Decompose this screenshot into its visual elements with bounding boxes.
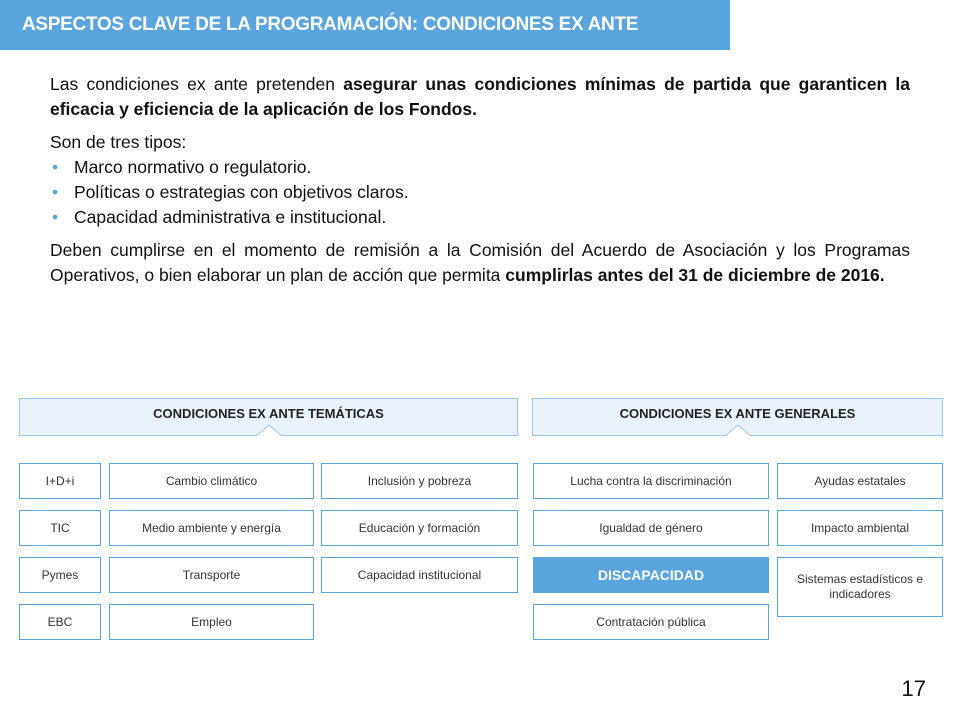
list-item — [50, 205, 910, 230]
cell-igualdad: Igualdad de género — [533, 510, 769, 546]
body-text — [50, 72, 910, 296]
type-text: Marco normativo o regulatorio. — [74, 157, 312, 177]
cell-ayudas: Ayudas estatales — [777, 463, 943, 499]
cell-transporte: Transporte — [109, 557, 314, 593]
cell-impacto: Impacto ambiental — [777, 510, 943, 546]
page-title: ASPECTOS CLAVE DE LA PROGRAMACIÓN: CONDICIONES EX ANTE — [22, 14, 639, 35]
cell-discapacidad: DISCAPACIDAD — [533, 557, 769, 593]
bullet-icon: • — [52, 207, 59, 227]
cell-idi: I+D+i — [19, 463, 101, 499]
intro-bold: asegurar unas condiciones mínimas de partida que garanticen la eficacia y eficiencia de la aplicación de los Fondos. — [50, 74, 911, 119]
intro-normal: Las condiciones ex ante pretenden — [50, 74, 344, 94]
bullet-icon: • — [52, 182, 59, 202]
cell-ebc: EBC — [19, 604, 101, 640]
types-intro: Son de tres tipos: — [50, 132, 187, 152]
cell-contratacion: Contratación pública — [533, 604, 769, 640]
cell-medio-ambiente: Medio ambiente y energía — [109, 510, 314, 546]
header-generales-label: CONDICIONES EX ANTE GENERALES — [619, 406, 856, 421]
type-text: Políticas o estrategias con objetivos claros. — [74, 182, 409, 202]
intro-paragraph — [50, 72, 910, 122]
cell-educacion: Educación y formación — [321, 510, 518, 546]
header-generales — [532, 398, 943, 436]
list-item — [50, 180, 910, 205]
cell-pymes: Pymes — [19, 557, 101, 593]
deadline-bold: cumplirlas antes del 31 de diciembre de 2016. — [505, 265, 885, 285]
bullet-icon: • — [52, 157, 59, 177]
type-text: Capacidad administrativa e institucional. — [74, 207, 387, 227]
types-list — [50, 155, 910, 230]
chevron-down-icon — [256, 424, 282, 436]
cell-sistemas: Sistemas estadísticos e indicadores — [777, 557, 943, 617]
cell-capacidad: Capacidad institucional — [321, 557, 518, 593]
deadline-normal: Deben cumplirse en el momento de remisión a la Comisión del Acuerdo de Asociación y los Programas Operativos, o bien elaborar un plan de acción que permita — [50, 240, 910, 285]
page-number: 17 — [901, 676, 926, 701]
cell-inclusion: Inclusión y pobreza — [321, 463, 518, 499]
cell-cambio-climatico: Cambio climático — [109, 463, 314, 499]
cell-empleo: Empleo — [109, 604, 314, 640]
chevron-down-icon — [725, 424, 751, 436]
cell-tic: TIC — [19, 510, 101, 546]
title-bar — [0, 0, 730, 50]
header-tematicas — [19, 398, 518, 436]
cell-discriminacion: Lucha contra la discriminación — [533, 463, 769, 499]
list-item — [50, 155, 910, 180]
header-tematicas-label: CONDICIONES EX ANTE TEMÁTICAS — [153, 406, 384, 421]
deadline-paragraph — [50, 238, 910, 288]
